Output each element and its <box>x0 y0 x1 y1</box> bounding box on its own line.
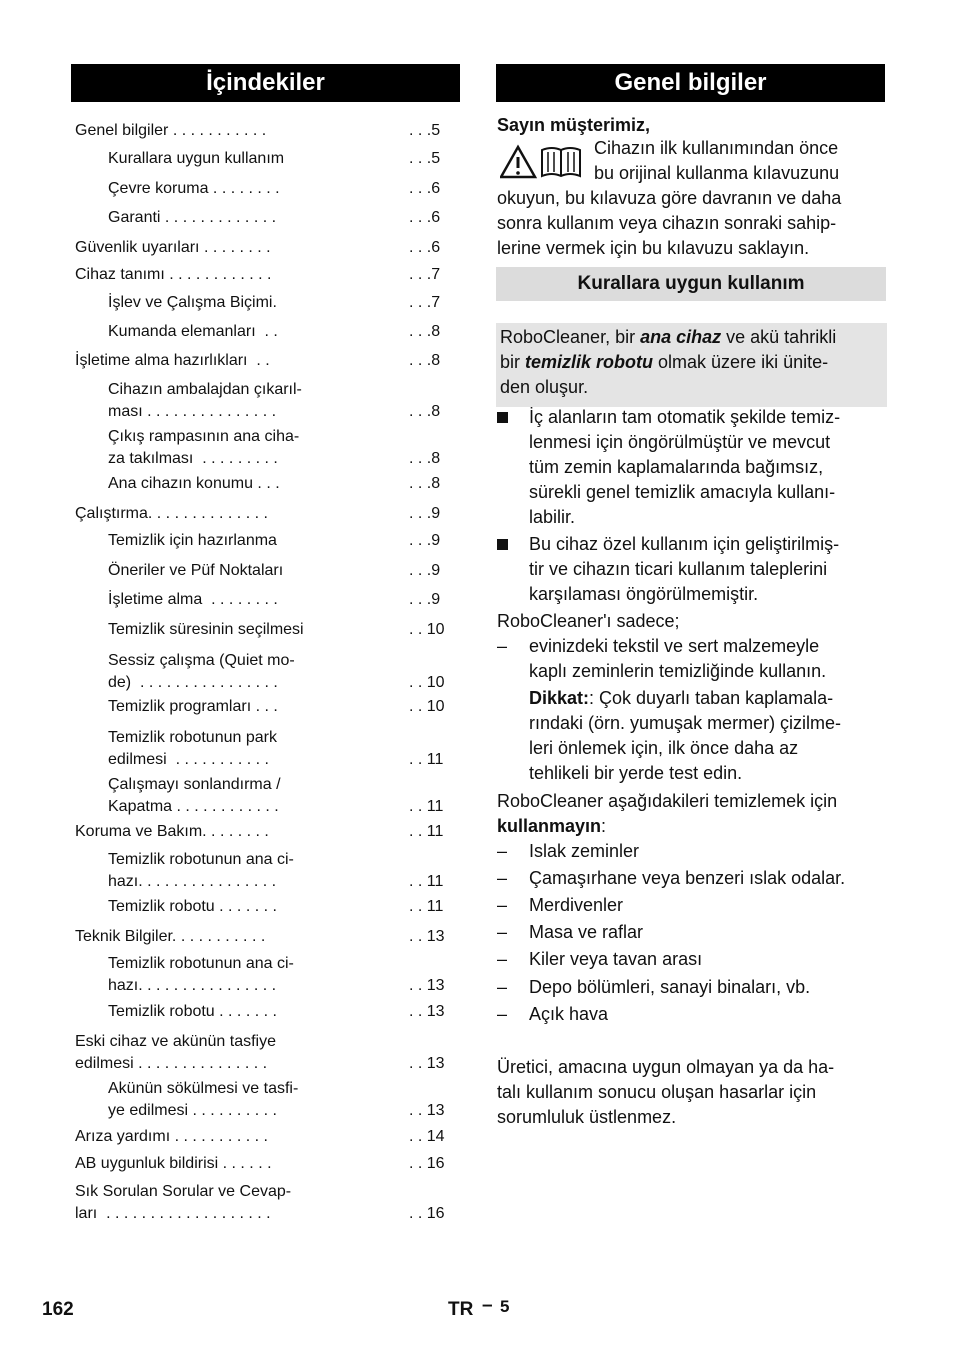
toc-entry-page: . . .8 <box>409 403 441 420</box>
toc-entry-page: . . 13 <box>409 928 445 945</box>
toc-entry-page: . . 13 <box>409 1003 445 1020</box>
dash-marker: – <box>497 895 508 915</box>
toc-entry-page: . . .8 <box>409 352 441 369</box>
toc-entry-title: İşletime alma hazırlıkları . . <box>75 352 270 369</box>
intro-line-3: okuyun, bu kılavuza göre davranın ve daha <box>497 188 842 208</box>
toc-entry-page: . . 10 <box>409 621 445 638</box>
dash-marker: – <box>497 1004 508 1024</box>
dash-marker: – <box>497 841 508 861</box>
language-code: TR <box>448 1299 474 1320</box>
toc-entry-title: Cihaz tanımı . . . . . . . . . . . . <box>75 266 272 283</box>
toc-entry-page: . . .8 <box>409 450 441 467</box>
toc-entry-title: Çıkış rampasının ana ciha- za takılması . . . . . . . . . <box>108 428 300 467</box>
toc-entry-page: . . .7 <box>409 294 441 311</box>
intro-line-4: sonra kullanım veya cihazın sonraki sahip- <box>497 213 837 233</box>
toc-entry-title: Teknik Bilgiler. . . . . . . . . . . <box>75 928 266 945</box>
toc-entry-page: . . 10 <box>409 674 445 691</box>
subsection-title: Kurallara uygun kullanım <box>496 267 886 301</box>
footer-dash: – <box>482 1295 493 1316</box>
warning-manual-icon <box>500 144 584 180</box>
sub-page-number: 5 <box>500 1297 510 1316</box>
square-bullet-icon <box>497 412 508 423</box>
toc-entry-title: Temizlik robotunun ana ci- hazı. . . . . . . . . . . . . . . . <box>108 851 294 890</box>
dash-marker: – <box>497 922 508 942</box>
toc-entry-page: . . 14 <box>409 1128 445 1145</box>
toc-entry-title: Çalışmayı sonlandırma / Kapatma . . . . . . . . . . . . <box>108 776 281 815</box>
toc-entry-page: . . 16 <box>409 1205 445 1222</box>
list-item-text: Masa ve raflar <box>529 922 644 942</box>
toc-entry-page: . . 13 <box>409 1102 445 1119</box>
toc-entry-title: Kumanda elemanları . . <box>108 323 278 340</box>
toc-entry-title: Temizlik robotu . . . . . . . <box>108 898 277 915</box>
list-item-text: Kiler veya tavan arası <box>529 949 703 969</box>
toc-entry-title: Garanti . . . . . . . . . . . . . <box>108 209 277 226</box>
toc-entry-page: . . .5 <box>409 150 441 167</box>
toc-entry-title: Temizlik programları . . . <box>108 698 278 715</box>
toc-entry-title: Temizlik robotunun park edilmesi . . . . . . . . . . . <box>108 729 277 768</box>
list-item-text: Çamaşırhane veya benzeri ıslak odalar. <box>529 868 846 888</box>
toc-entry-page: . . 10 <box>409 698 445 715</box>
list-item-text: Açık hava <box>529 1004 609 1024</box>
toc-entry-title: İşletime alma . . . . . . . . <box>108 591 278 608</box>
toc-entry-title: Öneriler ve Püf Noktaları <box>108 562 284 579</box>
toc-entry-title: Güvenlik uyarıları . . . . . . . . <box>75 239 271 256</box>
dash-marker: – <box>497 868 508 888</box>
toc-entry-page: . . 11 <box>409 751 444 768</box>
only-label: RoboCleaner'ı sadece; <box>497 611 680 631</box>
toc-entry-title: Koruma ve Bakım. . . . . . . . <box>75 823 269 840</box>
toc-entry-title: Temizlik için hazırlanma <box>108 532 277 549</box>
toc-entry-title: AB uygunluk bildirisi . . . . . . <box>75 1155 272 1172</box>
toc-entry-page: . . 11 <box>409 823 444 840</box>
liability-note: Üretici, amacına uygun olmayan ya da ha- talı kullanım sonucu oluşan hasarlar için sorumluluk üstlenmez. <box>497 1057 835 1127</box>
intro-line-5: lerine vermek için bu kılavuzu saklayın. <box>497 238 810 258</box>
toc-entry-page: . . 16 <box>409 1155 445 1172</box>
intro-line-2: bu orijinal kullanma kılavuzunu <box>594 163 840 183</box>
toc-entry-page: . . .9 <box>409 562 441 579</box>
toc-entry-page: . . .8 <box>409 475 441 492</box>
toc-entry-title: Temizlik süresinin seçilmesi <box>108 621 304 638</box>
toc-entry-page: . . .6 <box>409 180 441 197</box>
toc-entry-page: . . 13 <box>409 977 445 994</box>
not-use-line-2: kullanmayın: <box>497 816 607 836</box>
toc-entry-title: Akünün sökülmesi ve tasfi- ye edilmesi . . . . . . . . . . <box>108 1080 299 1119</box>
dash-marker: – <box>497 977 508 997</box>
square-bullet-icon <box>497 539 508 550</box>
list-item-text: Merdivenler <box>529 895 624 915</box>
toc-entry-page: . . 11 <box>409 898 444 915</box>
toc-entry-page: . . 11 <box>409 798 444 815</box>
intro-line-1: Cihazın ilk kullanımından önce <box>594 138 839 158</box>
toc-entry-title: Temizlik robotu . . . . . . . <box>108 1003 277 1020</box>
toc-entry-title: İşlev ve Çalışma Biçimi. <box>108 294 277 311</box>
toc-entry-title: Ana cihazın konumu . . . <box>108 475 280 492</box>
list-item-text: Islak zeminler <box>529 841 640 861</box>
toc-entry-title: Çalıştırma. . . . . . . . . . . . . . <box>75 505 268 522</box>
not-use-line: RoboCleaner aşağıdakileri temizlemek için <box>497 791 838 811</box>
dash-marker: – <box>497 949 508 969</box>
toc-entry-page: . . .6 <box>409 239 441 256</box>
toc-entry-title: Cihazın ambalajdan çıkarıl- ması . . . . . . . . . . . . . . . <box>108 381 302 420</box>
intro-box: RoboCleaner, bir ana cihaz ve akü tahrikli bir temizlik robotu olmak üzere iki ünite- den oluşur. <box>496 323 887 407</box>
toc-entry-page: . . .9 <box>409 505 441 522</box>
toc-title: İçindekiler <box>71 64 460 102</box>
salutation: Sayın müşterimiz, <box>497 115 651 135</box>
toc-entry-title: Kurallara uygun kullanım <box>108 150 285 167</box>
toc-entry-title: Temizlik robotunun ana ci- hazı. . . . . . . . . . . . . . . . <box>108 955 294 994</box>
toc-entry-title: Sık Sorulan Sorular ve Cevap- ları . . . . . . . . . . . . . . . . . . . <box>75 1183 292 1222</box>
toc-entry-page: . . .9 <box>409 532 441 549</box>
page-number: 162 <box>42 1299 74 1320</box>
toc-entry-title: Genel bilgiler . . . . . . . . . . . <box>75 122 267 139</box>
toc-entry-page: . . .8 <box>409 323 441 340</box>
section-title: Genel bilgiler <box>496 64 885 102</box>
toc-entry-page: . . .5 <box>409 122 441 139</box>
toc-entry-title: Eski cihaz ve akünün tasfiye edilmesi . . . . . . . . . . . . . . . <box>75 1033 276 1072</box>
toc-entry-title: Arıza yardımı . . . . . . . . . . . <box>75 1128 268 1145</box>
toc-entry-page: . . .6 <box>409 209 441 226</box>
toc-entry-page: . . .7 <box>409 266 441 283</box>
toc-entry-title: Sessiz çalışma (Quiet mo- de) . . . . . . . . . . . . . . . . <box>108 652 295 691</box>
toc-entry-page: . . 13 <box>409 1055 445 1072</box>
toc-entry-title: Çevre koruma . . . . . . . . <box>108 180 280 197</box>
toc-entry-page: . . 11 <box>409 873 444 890</box>
toc-entry-page: . . .9 <box>409 591 441 608</box>
list-item-text: Depo bölümleri, sanayi binaları, vb. <box>529 977 811 997</box>
